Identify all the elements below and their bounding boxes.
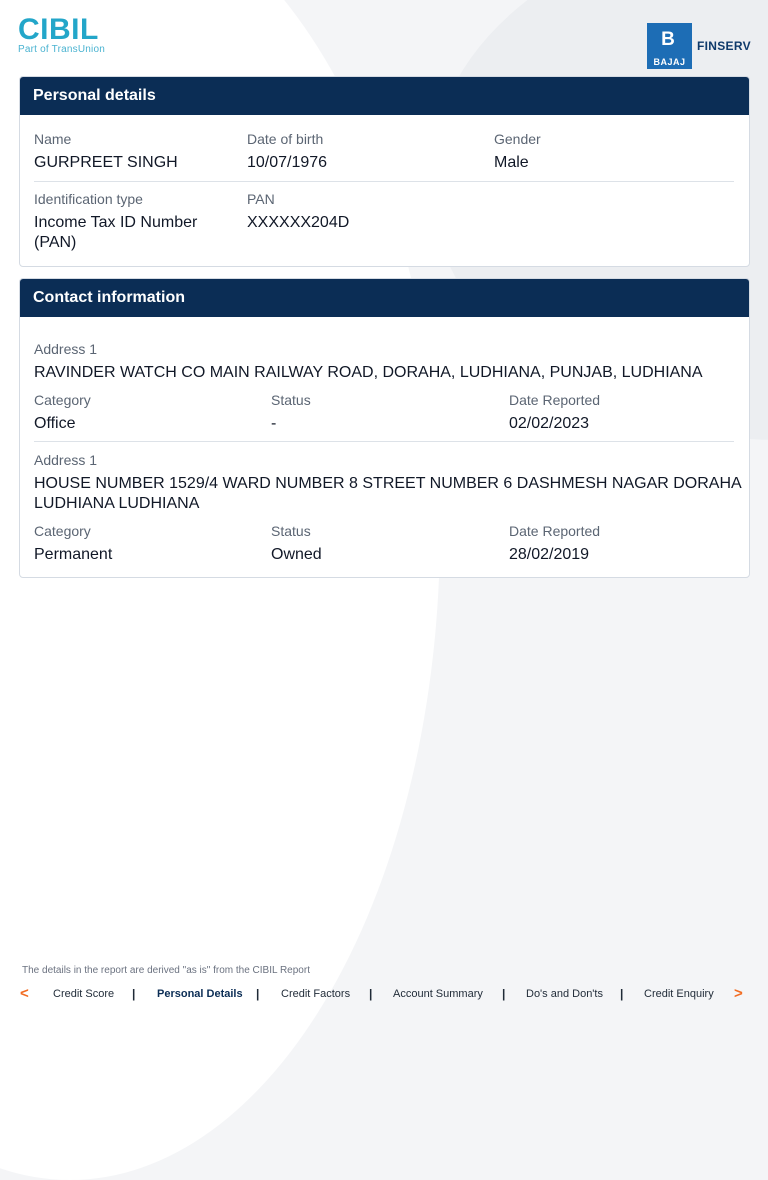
bajaj-b-icon: B [661,29,675,50]
pan-value: XXXXXX204D [247,214,350,231]
personal-details-title: Personal details [20,77,749,115]
nav-credit-score[interactable]: Credit Score [53,988,115,1000]
address-field [34,452,742,514]
footer-disclaimer: The details in the report are derived "as is" from the CIBIL Report [22,965,310,976]
cibil-logo-text: CIBIL [18,13,99,46]
finserv-logo-text: FINSERV [697,39,751,53]
name-value: GURPREET SINGH [34,154,178,171]
category-label: Category [34,523,91,539]
category-field [34,392,91,434]
date-reported-value: 28/02/2019 [509,546,590,563]
nav-dos-and-donts[interactable]: Do's and Don'ts [526,988,603,1000]
gender-field [494,131,541,173]
status-field [271,523,322,565]
dob-value: 10/07/1976 [247,154,328,171]
cibil-logo [18,14,105,55]
date-reported-label: Date Reported [509,392,601,408]
id-type-value [34,213,197,253]
nav-separator: | [502,987,506,1001]
category-value: Office [34,415,76,432]
gender-label: Gender [494,131,541,147]
date-reported-value: 02/02/2023 [509,415,590,432]
id-type-value-line: Income Tax ID Number [34,214,198,231]
personal-details-card [19,76,750,267]
name-field [34,131,178,173]
bajaj-logo-text: BAJAJ [653,57,686,67]
status-label: Status [271,392,311,408]
divider [34,181,734,182]
address-value: RAVINDER WATCH CO MAIN RAILWAY ROAD, DORAHA, LUDHIANA, PUNJAB, LUDHIANA [34,364,703,381]
id-type-value-line: (PAN) [34,234,77,251]
cibil-tagline: Part of TransUnion [18,44,105,55]
pan-field [247,191,349,233]
address-value-line: HOUSE NUMBER 1529/4 WARD NUMBER 8 STREET NUMBER 6 DASHMESH NAGAR DORAHA [34,475,742,492]
contact-information-card [19,278,750,578]
date-reported-field [509,392,600,434]
status-value: Owned [271,546,322,563]
nav-account-summary[interactable]: Account Summary [393,988,483,1000]
category-value: Permanent [34,546,113,563]
divider [34,441,734,442]
nav-personal-details[interactable]: Personal Details [157,988,243,1000]
date-reported-field [509,523,600,565]
pan-label: PAN [247,191,275,207]
id-type-label: Identification type [34,191,143,207]
bajaj-logo-box [647,23,692,69]
address-value-line: LUDHIANA LUDHIANA [34,495,200,512]
address-field [34,341,703,383]
category-label: Category [34,392,91,408]
dob-label: Date of birth [247,131,324,147]
nav-separator: | [620,987,624,1001]
nav-credit-enquiry[interactable]: Credit Enquiry [644,988,714,1000]
status-label: Status [271,523,311,539]
report-header [0,0,768,74]
bajaj-finserv-logo [647,23,757,69]
nav-separator: | [369,987,373,1001]
address-label: Address 1 [34,452,98,468]
nav-credit-factors[interactable]: Credit Factors [281,988,351,1000]
name-label: Name [34,131,72,147]
prev-page-arrow-icon[interactable]: < [20,985,29,1002]
id-type-field [34,191,197,253]
dob-field [247,131,327,173]
status-value: - [271,415,277,432]
category-field [34,523,112,565]
date-reported-label: Date Reported [509,523,601,539]
address-value [34,474,742,514]
address-label: Address 1 [34,341,98,357]
report-section-nav [0,985,768,1005]
status-field [271,392,311,434]
next-page-arrow-icon[interactable]: > [734,985,743,1002]
nav-separator: | [132,987,136,1001]
contact-information-title: Contact information [20,279,749,317]
gender-value: Male [494,154,529,171]
nav-separator: | [256,987,260,1001]
